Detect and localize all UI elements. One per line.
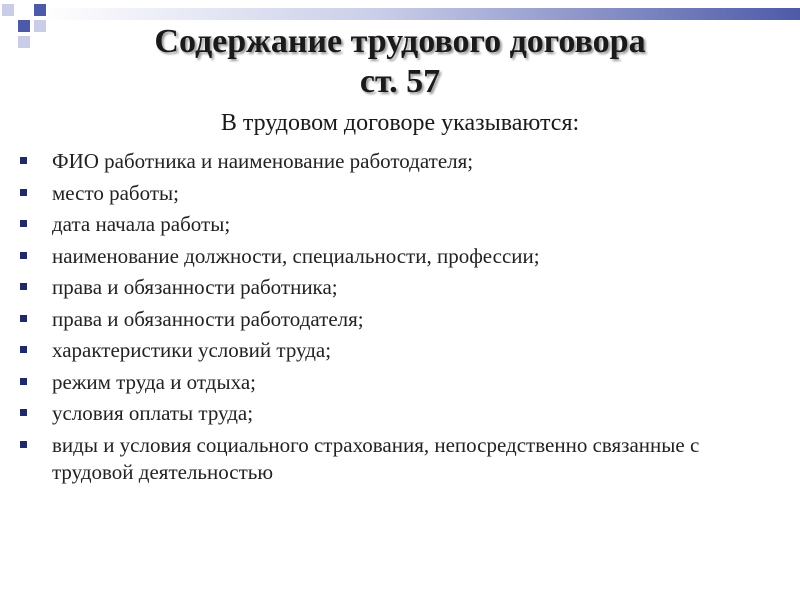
- list-item: [20, 148, 780, 175]
- square-bullet-icon: [20, 378, 27, 385]
- list-item-text: наименование должности, специальности, профессии;: [52, 243, 540, 268]
- square-bullet-icon: [20, 157, 27, 164]
- list-item: [20, 274, 780, 301]
- list-item-text: характеристики условий труда;: [52, 338, 332, 362]
- square-bullet-icon: [20, 189, 27, 196]
- slide-title: [0, 22, 800, 102]
- list-item-text: виды и условия социального страхования, непосредственно связанные с трудовой деятельностью: [52, 432, 700, 484]
- slide-title-line-1: Содержание трудового договора: [154, 23, 646, 60]
- square-bullet-icon: [20, 346, 27, 353]
- slide-title-line-2: ст. 57: [359, 63, 441, 100]
- contract-items-list: [20, 148, 780, 490]
- header-gradient-bar: [40, 8, 800, 20]
- square-bullet-icon: [20, 409, 27, 416]
- list-item-text: ФИО работника и наименование работодателя;: [52, 149, 474, 173]
- list-item-text: режим труда и отдыха;: [52, 369, 256, 394]
- list-item: [20, 211, 780, 238]
- list-item-text: права и обязанности работодателя;: [52, 306, 364, 331]
- list-item-text: условия оплаты труда;: [52, 401, 254, 425]
- list-item-text: дата начала работы;: [52, 212, 231, 236]
- list-item: [20, 369, 780, 396]
- list-item-text: права и обязанности работника;: [52, 275, 338, 299]
- list-item: [20, 306, 780, 333]
- list-item-text: место работы;: [52, 180, 179, 205]
- list-item: [20, 180, 780, 207]
- slide-subtitle: В трудовом договоре указываются:: [220, 110, 580, 136]
- square-bullet-icon: [20, 441, 27, 448]
- list-item: [20, 400, 780, 427]
- square-bullet-icon: [20, 220, 27, 227]
- list-item: [20, 337, 780, 364]
- square-bullet-icon: [20, 315, 27, 322]
- list-item: [20, 432, 780, 486]
- square-bullet-icon: [20, 252, 27, 259]
- square-bullet-icon: [20, 283, 27, 290]
- list-item: [20, 243, 780, 270]
